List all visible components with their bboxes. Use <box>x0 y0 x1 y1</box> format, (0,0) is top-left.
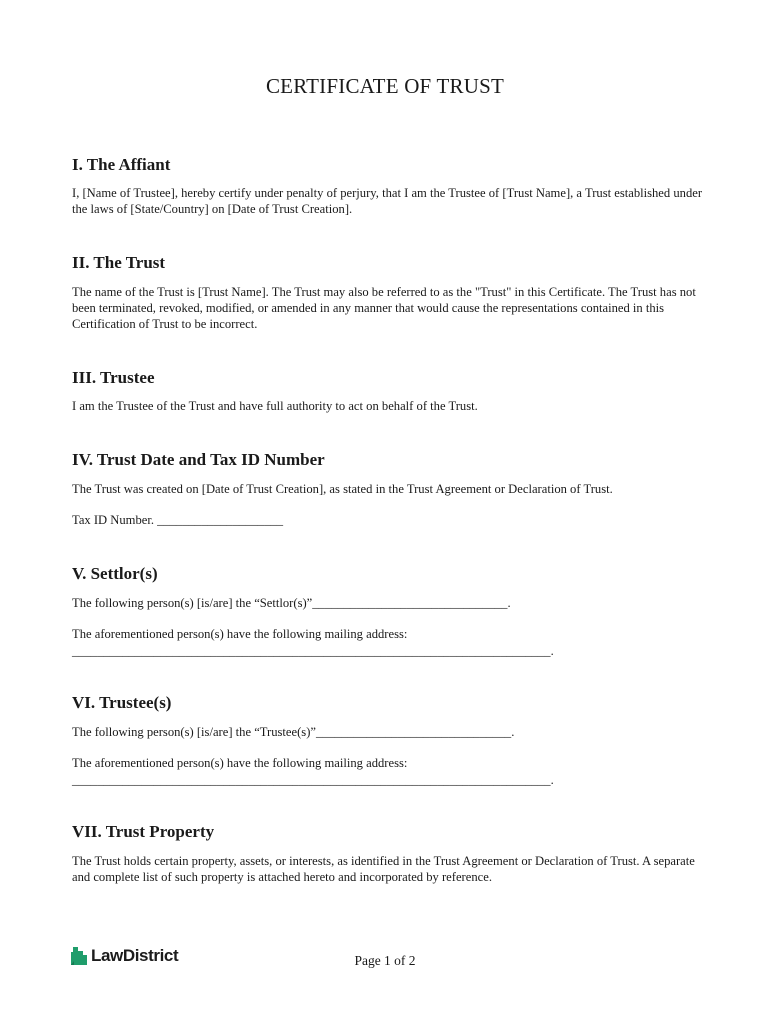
section-heading: I. The Affiant <box>72 155 171 174</box>
section-heading: III. Trustee <box>72 368 155 387</box>
section-paragraph: The aforementioned person(s) have the following mailing address: <box>72 627 408 641</box>
tax-id-field: Tax ID Number. ____________________ <box>72 513 284 527</box>
section-trustee <box>72 367 712 414</box>
settlor-names-field: The following person(s) [is/are] the “Settlor(s)”_______________________________. <box>72 596 511 610</box>
logo-wordmark: LawDistrict <box>91 946 179 965</box>
section-paragraph: The Trust holds certain property, assets, or interests, as identified in the Trust Agreement or Declaration of Trust. A separate and complete list of such property is attached hereto and incorporated by reference. <box>72 854 695 884</box>
section-heading: VI. Trustee(s) <box>72 693 172 712</box>
settlor-address-field: ____________________________________________________________________________. <box>72 644 554 658</box>
section-trust <box>72 252 712 332</box>
section-paragraph: I, [Name of Trustee], hereby certify under penalty of perjury, that I am the Trustee of [Trust Name], a Trust established under the laws of [State/Country] on [Date of Trust Creation]. <box>72 186 703 216</box>
trustee-address-field: ____________________________________________________________________________. <box>72 773 554 787</box>
section-heading: II. The Trust <box>72 253 166 272</box>
section-trust-property <box>72 821 712 885</box>
section-settlors <box>72 563 712 659</box>
section-paragraph: The name of the Trust is [Trust Name]. The Trust may also be referred to as the "Trust" in this Certificate. The Trust has not been terminated, revoked, modified, or amended in any manner that would cause the representations contained in this Certification of Trust to be incorrect. <box>72 285 696 331</box>
page-number: Page 1 of 2 <box>354 953 416 968</box>
section-heading: VII. Trust Property <box>72 822 215 841</box>
document-title: CERTIFICATE OF TRUST <box>265 74 505 98</box>
trustee-names-field: The following person(s) [is/are] the “Trustee(s)”_______________________________. <box>72 725 515 739</box>
section-paragraph: The Trust was created on [Date of Trust Creation], as stated in the Trust Agreement or Declaration of Trust. <box>72 482 613 496</box>
section-paragraph: The aforementioned person(s) have the following mailing address: <box>72 756 408 770</box>
section-trustees <box>72 692 712 788</box>
section-heading: V. Settlor(s) <box>72 564 158 583</box>
section-trust-date-tax-id <box>72 449 712 528</box>
section-affiant <box>72 154 712 217</box>
section-paragraph: I am the Trustee of the Trust and have full authority to act on behalf of the Trust. <box>72 399 478 413</box>
section-heading: IV. Trust Date and Tax ID Number <box>72 450 325 469</box>
